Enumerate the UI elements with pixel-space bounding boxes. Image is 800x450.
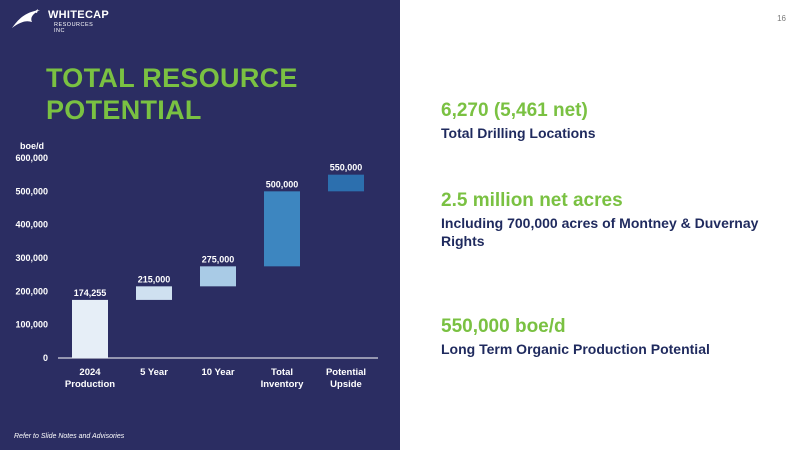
logo-subtitle: RESOURCES INC [54,22,94,34]
bar [328,175,364,192]
footnote: Refer to Slide Notes and Advisories [14,433,125,440]
stat-production-potential [441,316,710,358]
stat-label: Including 700,000 acres of Montney & Duvernay Rights [441,215,759,249]
x-tick-label: Potential [325,367,367,378]
wave-logo-icon [10,6,44,30]
stat-value: 6,270 (5,461 net) [441,100,588,121]
x-tick-label: Total [271,367,293,378]
company-logo [10,6,110,34]
logo-name: WHITECAP [48,9,110,21]
page-number: 16 [777,14,786,23]
stat-drilling-locations [441,100,596,142]
y-tick-label: 200,000 [15,286,48,297]
data-label: 275,000 [201,254,235,265]
page-title: TOTAL RESOURCE POTENTIAL [46,63,298,125]
bar [136,286,172,300]
stat-label: Total Drilling Locations [441,125,596,141]
bar [72,300,108,358]
x-tick-label: Inventory [260,379,304,390]
waterfall-chart [0,140,400,410]
bar [264,191,300,266]
stat-value: 550,000 boe/d [441,316,566,337]
stat-label: Long Term Organic Production Potential [441,341,710,357]
stat-net-acres [441,190,771,250]
x-tick-label: Upside [330,379,362,390]
x-tick-label: 10 Year [201,367,235,378]
data-label: 215,000 [137,274,171,285]
x-tick-label: 2024 [79,367,101,378]
x-tick-label: Production [64,379,116,390]
y-tick-label: 300,000 [15,253,48,263]
y-tick-label: 600,000 [15,153,48,163]
y-tick-label: 400,000 [15,219,48,230]
y-tick-label: 0 [42,353,48,363]
data-label: 500,000 [265,179,299,190]
x-tick-label: 5 Year [140,367,168,378]
data-label: 550,000 [329,162,363,173]
data-label: 174,255 [73,287,107,298]
stat-value: 2.5 million net acres [441,190,623,211]
y-axis-label: boe/d [20,141,44,151]
bar [200,266,236,286]
y-tick-label: 500,000 [15,186,48,197]
y-tick-label: 100,000 [15,319,48,330]
